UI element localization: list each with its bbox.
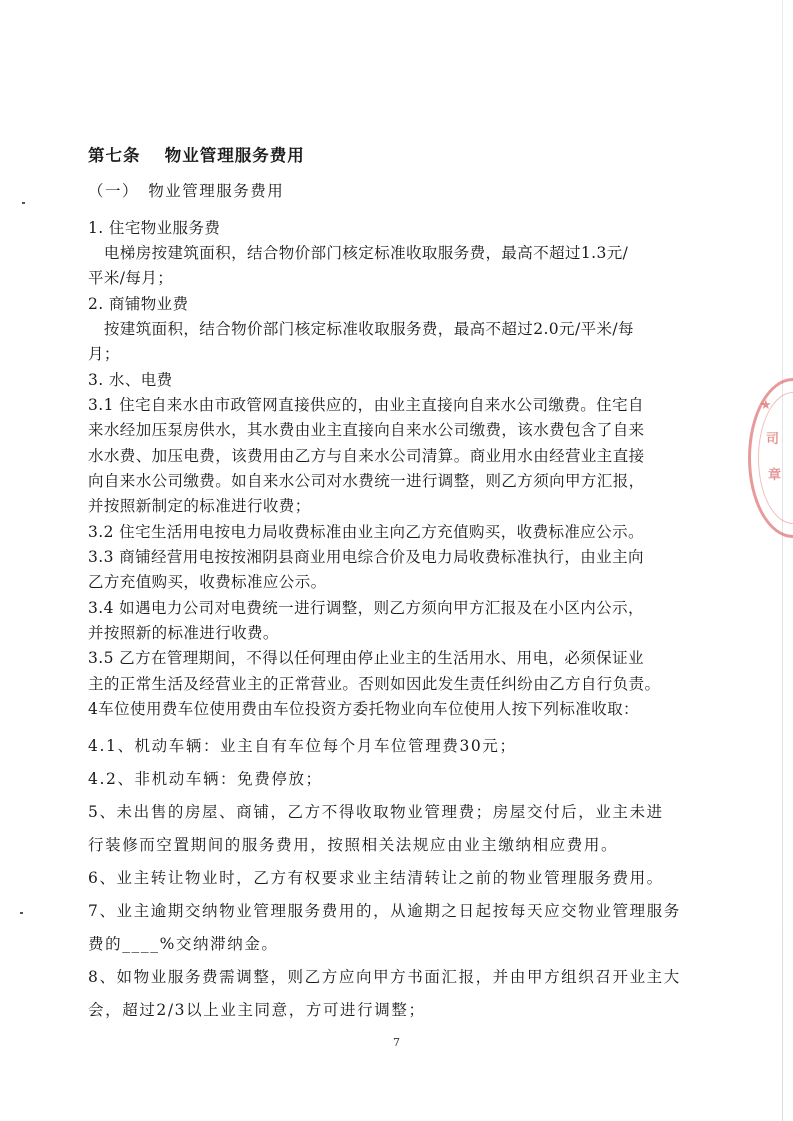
- body-line: 3. 水、电费: [88, 371, 173, 389]
- body-line: 会，超过2/3以上业主同意，方可进行调整；: [88, 1001, 426, 1019]
- body-line: 来水经加压泵房供水，其水费由业主直接向自来水公司缴费，该水费包含了自来: [88, 421, 645, 439]
- body-line: 5、未出售的房屋、商铺，乙方不得收取物业管理费；房屋交付后，业主未进: [88, 803, 664, 821]
- seal-glyph: ★: [760, 398, 772, 413]
- body-line: 水水费、加压电费，该费用由乙方与自来水公司清算。商业用水由经营业主直接: [88, 447, 645, 465]
- body-line: 4.1、机动车辆：业主自有车位每个月车位管理费30元；: [88, 737, 517, 755]
- body-line: 7、业主逾期交纳物业管理服务费用的，从逾期之日起按每天应交物业管理服务: [88, 902, 681, 920]
- body-line: 行装修而空置期间的服务费用，按照相关法规应由业主缴纳相应费用。: [88, 836, 619, 854]
- body-line: 月；: [88, 345, 120, 363]
- body-line: 向自来水公司缴费。如自来水公司对水费统一进行调整，则乙方须向甲方汇报，: [88, 472, 645, 490]
- seal-glyph: 司: [766, 432, 780, 447]
- seal-glyph: 章: [768, 468, 782, 483]
- section-subheading: （一） 物业管理服务费用: [88, 182, 285, 200]
- body-line: 费的____%交纳滞纳金。: [88, 935, 279, 953]
- body-line: 平米/每月；: [88, 269, 174, 287]
- body-line: 4车位使用费车位使用费由车位投资方委托物业向车位使用人按下列标准收取：: [88, 700, 639, 718]
- page-number: 7: [393, 1036, 400, 1049]
- body-line: 1. 住宅物业服务费: [88, 219, 221, 237]
- body-line: 并按照新的标准进行收费。: [88, 624, 279, 642]
- body-line: 3.1 住宅自来水由市政管网直接供应的，由业主直接向自来水公司缴费。住宅自: [88, 396, 644, 414]
- scan-edge-line: [782, 0, 783, 1121]
- body-line: 3.3 商铺经营用电按按湘阴县商业用电综合价及电力局收费标准执行，由业主向: [88, 548, 644, 566]
- body-line: 2. 商铺物业费: [88, 295, 189, 313]
- body-line: 并按照新制定的标准进行收费；: [88, 497, 311, 515]
- body-line: 电梯房按建筑面积，结合物价部门核定标准收取服务费，最高不超过1.3元/: [88, 244, 629, 262]
- body-line: 8、如物业服务费需调整，则乙方应向甲方书面汇报，并由甲方组织召开业主大: [88, 968, 681, 986]
- scan-speck: [20, 912, 23, 914]
- scan-speck: [22, 202, 25, 204]
- body-line: 6、业主转让物业时，乙方有权要求业主结清转让之前的物业管理服务费用。: [88, 869, 664, 887]
- body-line: 3.5 乙方在管理期间，不得以任何理由停止业主的生活用水、用电，必须保证业: [88, 649, 644, 667]
- body-line: 3.4 如遇电力公司对电费统一进行调整，则乙方须向甲方汇报及在小区内公示，: [88, 599, 644, 617]
- article-heading: 第七条 物业管理服务费用: [88, 146, 305, 165]
- body-line: 3.2 住宅生活用电按电力局收费标准由业主向乙方充值购买，收费标准应公示。: [88, 523, 644, 541]
- body-line: 主的正常生活及经营业主的正常营业。否则如因此发生责任纠纷由乙方自行负责。: [88, 675, 661, 693]
- body-line: 乙方充值购买，收费标准应公示。: [88, 573, 327, 591]
- body-line: 4.2、非机动车辆：免费停放；: [88, 770, 323, 788]
- body-line: 按建筑面积，结合物价部门核定标准收取服务费，最高不超过2.0元/平米/每: [88, 320, 634, 338]
